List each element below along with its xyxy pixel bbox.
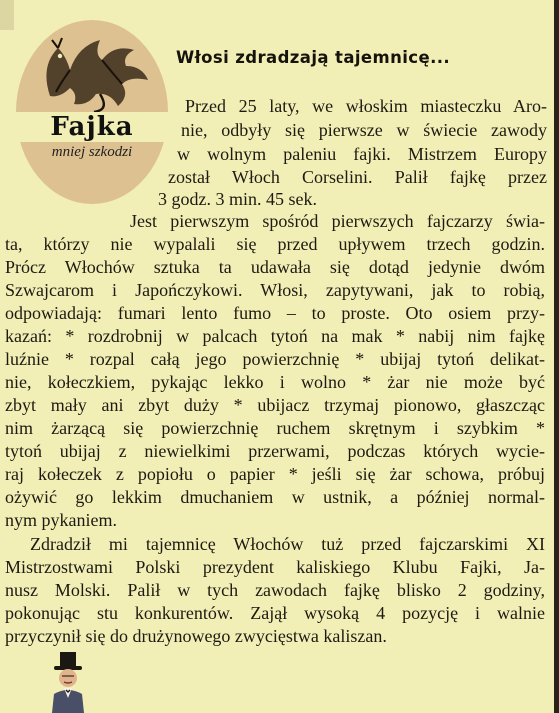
article-line: ożywić go lekkim dmuchaniem w ustnik, a później normal- — [5, 487, 545, 507]
article-line: Szwajcarom i Japończykowi. Włosi, zapytywani, jak to robią, — [5, 280, 545, 300]
article-line: Mistrzostwami Polski prezydent kaliskiego Klubu Fajki, Ja- — [5, 557, 545, 577]
logo-title: Fajka — [16, 112, 168, 142]
article-line: zbyt mały ani zbyt duży * ubijacz trzymaj pionowo, głaszcząc — [5, 395, 545, 415]
article-line: nim żarzącą się powierzchnię ruchem skrętnym i szybkim * — [5, 418, 545, 438]
article-line: raj kołeczek z popiołu o papier * jeśli się żar schowa, próbuj — [5, 464, 545, 484]
article-line: nie, odbyły się pierwsze w świecie zawody — [181, 120, 547, 140]
article-line: odpowiadają: fumari lento fumo – to proste. Oto osiem przy- — [5, 303, 545, 323]
article-line: kazań: * rozdrobnij w palcach tytoń na mak * nabij nim fajkę — [5, 326, 545, 346]
article-line: przyczynił się do drużynowego zwycięstwa kaliszan. — [5, 626, 387, 646]
article-line: Jest pierwszym spośród pierwszych fajczarzy świa- — [130, 211, 545, 231]
dragon-emblem-icon — [30, 26, 154, 114]
article-headline: Włosi zdradzają tajemnicę... — [176, 48, 451, 67]
article-line: tytoń ubijaj z niewielkimi przerwami, podczas których wycie- — [5, 441, 545, 461]
page-edge — [554, 0, 559, 713]
article-line: w wolnym paleniu fajki. Mistrzem Europy — [177, 144, 547, 164]
article-line: nie, kołeczkiem, pykając lekko i wolno * żar nie może być — [5, 372, 545, 392]
article-line: został Włoch Corselini. Palił fajkę przez — [168, 167, 547, 187]
article-line: pokonując stu konkurentów. Zajął wysoką 4 pozycję i walnie — [5, 603, 545, 623]
fajka-logo — [16, 20, 168, 204]
logo-subtitle: mniej szkodzi — [51, 144, 133, 160]
article-line: ta, którzy nie wypalali się przed upływem trzech godzin. — [5, 234, 545, 254]
article-line: 3 godz. 3 min. 45 sek. — [158, 189, 317, 209]
article-line: Prócz Włochów sztuka ta udawała się dotąd jedynie dwóm — [5, 257, 545, 277]
page-corner-shade — [0, 0, 14, 30]
article-line: nusz Molski. Palił w tych zawodach fajkę blisko 2 godziny, — [5, 580, 545, 600]
article-line: luźnie * rozpal całą jego powierzchnię * ubijaj tytoń delikat- — [5, 349, 545, 369]
article-line: Zdradził mi tajemnicę Włochów tuż przed fajczarskimi XI — [30, 534, 545, 554]
article-line: nym pykaniem. — [5, 510, 117, 530]
top-hat-gentleman-icon — [40, 652, 96, 713]
article-line: Przed 25 laty, we włoskim miasteczku Aro- — [185, 96, 547, 116]
